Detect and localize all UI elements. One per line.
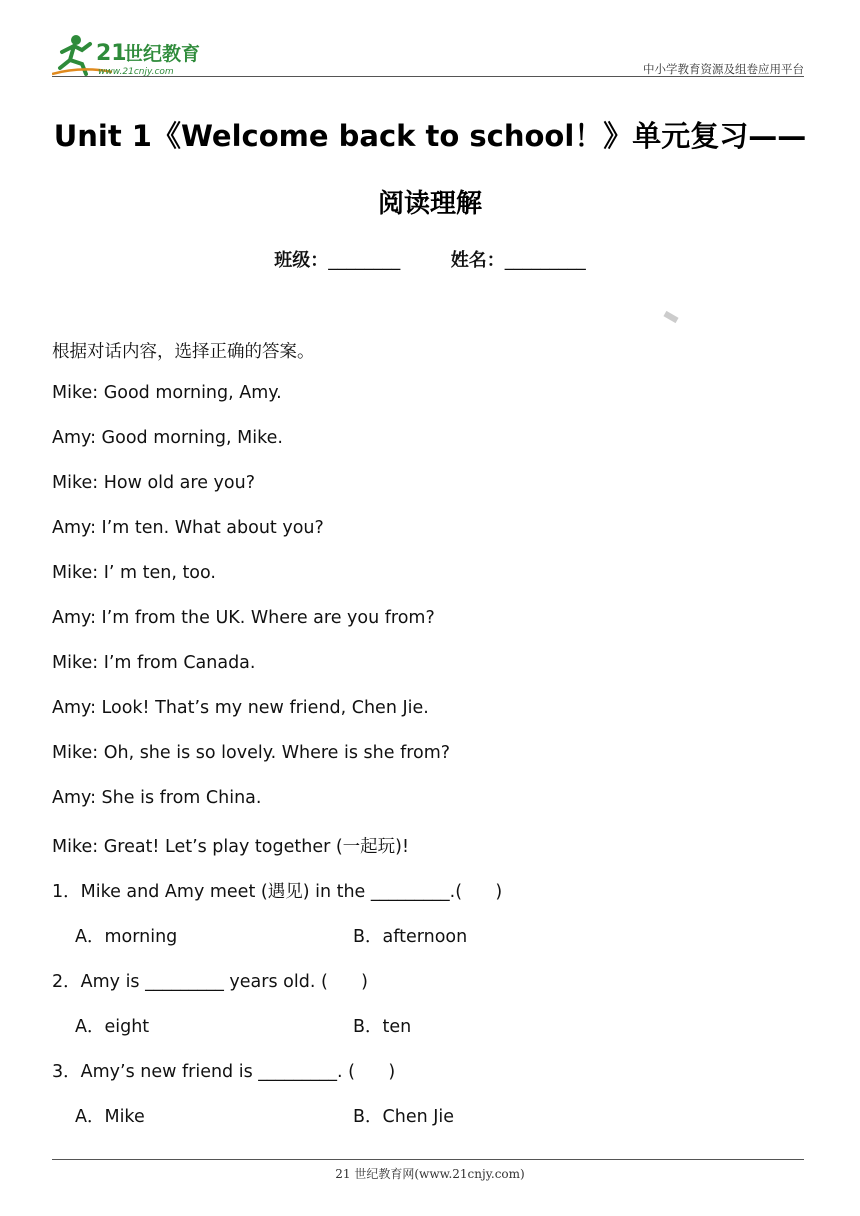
question-2-option-b[interactable]: B．ten <box>353 1017 412 1037</box>
svg-text:世纪教育: 世纪教育 <box>124 43 201 65</box>
scan-mark <box>663 311 678 323</box>
question-1-option-a[interactable]: A．morning <box>75 927 178 947</box>
question-1-stem: 1．Mike and Amy meet (遇见) in the _________.( ) <box>52 882 503 902</box>
svg-text:www.21cnjy.com: www.21cnjy.com <box>98 67 174 77</box>
dialogue-line: Amy: I’m ten. What about you? <box>52 518 324 538</box>
instruction-text: 根据对话内容，选择正确的答案。 <box>52 342 315 362</box>
site-logo <box>52 30 222 78</box>
dialogue-line: Mike: Great! Let’s play together (一起玩)! <box>52 837 410 857</box>
class-blank[interactable]: ________ <box>328 250 401 271</box>
dialogue-line: Mike: Good morning, Amy. <box>52 383 282 403</box>
question-3-stem: 3．Amy’s new friend is _________. ( ) <box>52 1062 396 1082</box>
dialogue-line: Mike: How old are you? <box>52 473 255 493</box>
student-info-fields <box>0 246 860 272</box>
dialogue-line: Mike: Oh, she is so lovely. Where is she from? <box>52 743 451 763</box>
platform-tagline: 中小学教育资源及组卷应用平台 <box>643 62 804 76</box>
page-subtitle: 阅读理解 <box>377 189 482 219</box>
question-3-option-b[interactable]: B．Chen Jie <box>353 1107 455 1127</box>
footer-divider <box>52 1159 804 1160</box>
class-label: 班级： <box>274 250 329 271</box>
question-2-option-a[interactable]: A．eight <box>75 1017 150 1037</box>
page-footer: 21 世纪教育网(www.21cnjy.com) <box>335 1167 525 1181</box>
name-blank[interactable]: _________ <box>504 250 586 271</box>
svg-text:21: 21 <box>96 41 127 66</box>
question-2-stem: 2．Amy is _________ years old. ( ) <box>52 972 368 992</box>
header-divider <box>52 76 804 77</box>
question-1-option-b[interactable]: B．afternoon <box>353 927 468 947</box>
dialogue-line: Amy: I’m from the UK. Where are you from? <box>52 608 435 628</box>
dialogue-line: Amy: She is from China. <box>52 788 262 808</box>
page-title: Unit 1《Welcome back to school！》单元复习—— <box>53 119 807 153</box>
dialogue-line: Mike: I’ m ten, too. <box>52 563 216 583</box>
name-label: 姓名： <box>450 250 505 271</box>
dialogue-line: Amy: Good morning, Mike. <box>52 428 283 448</box>
question-3-option-a[interactable]: A．Mike <box>75 1107 145 1127</box>
page-header <box>52 30 804 78</box>
dialogue-line: Mike: I’m from Canada. <box>52 653 256 673</box>
dialogue-line: Amy: Look! That’s my new friend, Chen Jie. <box>52 698 429 718</box>
